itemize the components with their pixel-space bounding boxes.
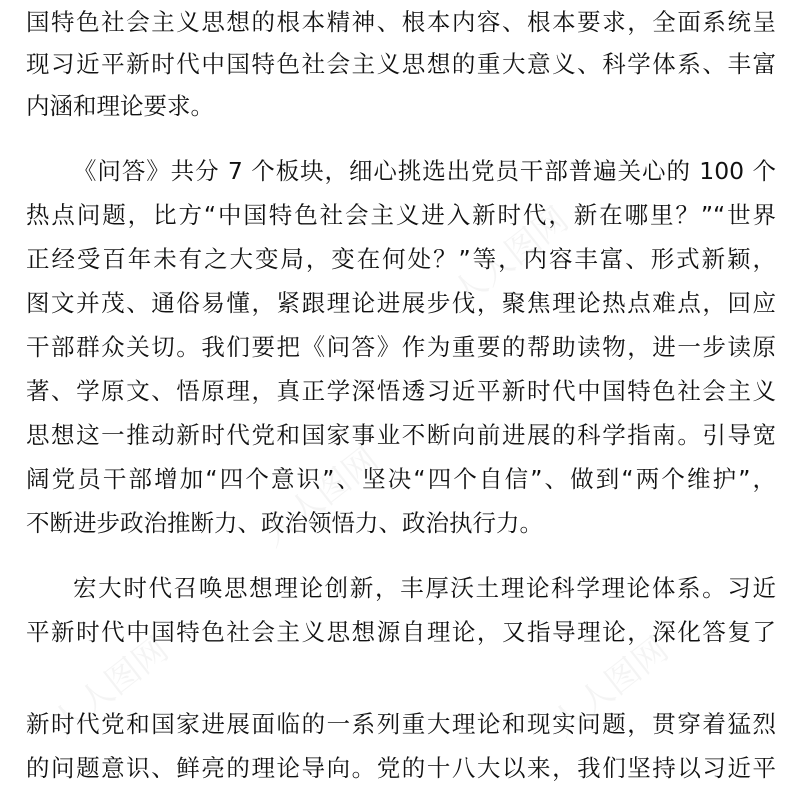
text-line: 著、学原文、悟原理，真正学深悟透习近平新时代中国特色社会主义 bbox=[26, 377, 776, 405]
paragraph-first-line: 《问答》共分 7 个板块，细心挑选出党员干部普遍关心的 100 个 bbox=[73, 157, 776, 185]
text-line: 阔党员干部增加“四个意识”、坚决“四个自信”、做到“两个维护”， bbox=[26, 465, 776, 493]
paragraph-first-line: 宏大时代召唤思想理论创新，丰厚沃土理论科学理论体系。习近 bbox=[73, 574, 776, 602]
text-line: 新时代党和国家进展面临的一系列重大理论和现实问题，贯穿着猛烈 bbox=[26, 710, 776, 738]
text-line: 图文并茂、通俗易懂，紧跟理论进展步伐，聚焦理论热点难点，回应 bbox=[26, 289, 776, 317]
text-line: 现习近平新时代中国特色社会主义思想的重大意义、科学体系、丰富 bbox=[26, 50, 776, 78]
text-line: 平新时代中国特色社会主义思想源自理论，又指导理论，深化答复了 bbox=[26, 618, 776, 646]
text-line: 内涵和理论要求。 bbox=[26, 92, 214, 120]
text-line: 不断进步政治推断力、政治领悟力、政治执行力。 bbox=[26, 509, 543, 537]
watermark-logo: 人人图网 bbox=[44, 629, 177, 745]
text-line: 干部群众关切。我们要把《问答》作为重要的帮助读物，进一步读原 bbox=[26, 333, 776, 361]
text-line: 热点问题，比方“中国特色社会主义进入新时代，新在哪里？”“世界 bbox=[26, 201, 776, 229]
text-line: 国特色社会主义思想的根本精神、根本内容、根本要求，全面系统呈 bbox=[26, 8, 776, 36]
watermark-logo: 人人图网 bbox=[444, 199, 577, 315]
text-line: 的问题意识、鲜亮的理论导向。党的十八大以来，我们坚持以习近平 bbox=[26, 754, 776, 782]
text-line: 正经受百年未有之大变局，变在何处？”等，内容丰富、形式新颖， bbox=[26, 245, 776, 273]
text-line: 思想这一推动新时代党和国家事业不断向前进展的科学指南。引导宽 bbox=[26, 421, 776, 449]
watermark-logo: 人人图网 bbox=[544, 629, 677, 745]
watermark-logo: 人人图网 bbox=[254, 439, 387, 555]
